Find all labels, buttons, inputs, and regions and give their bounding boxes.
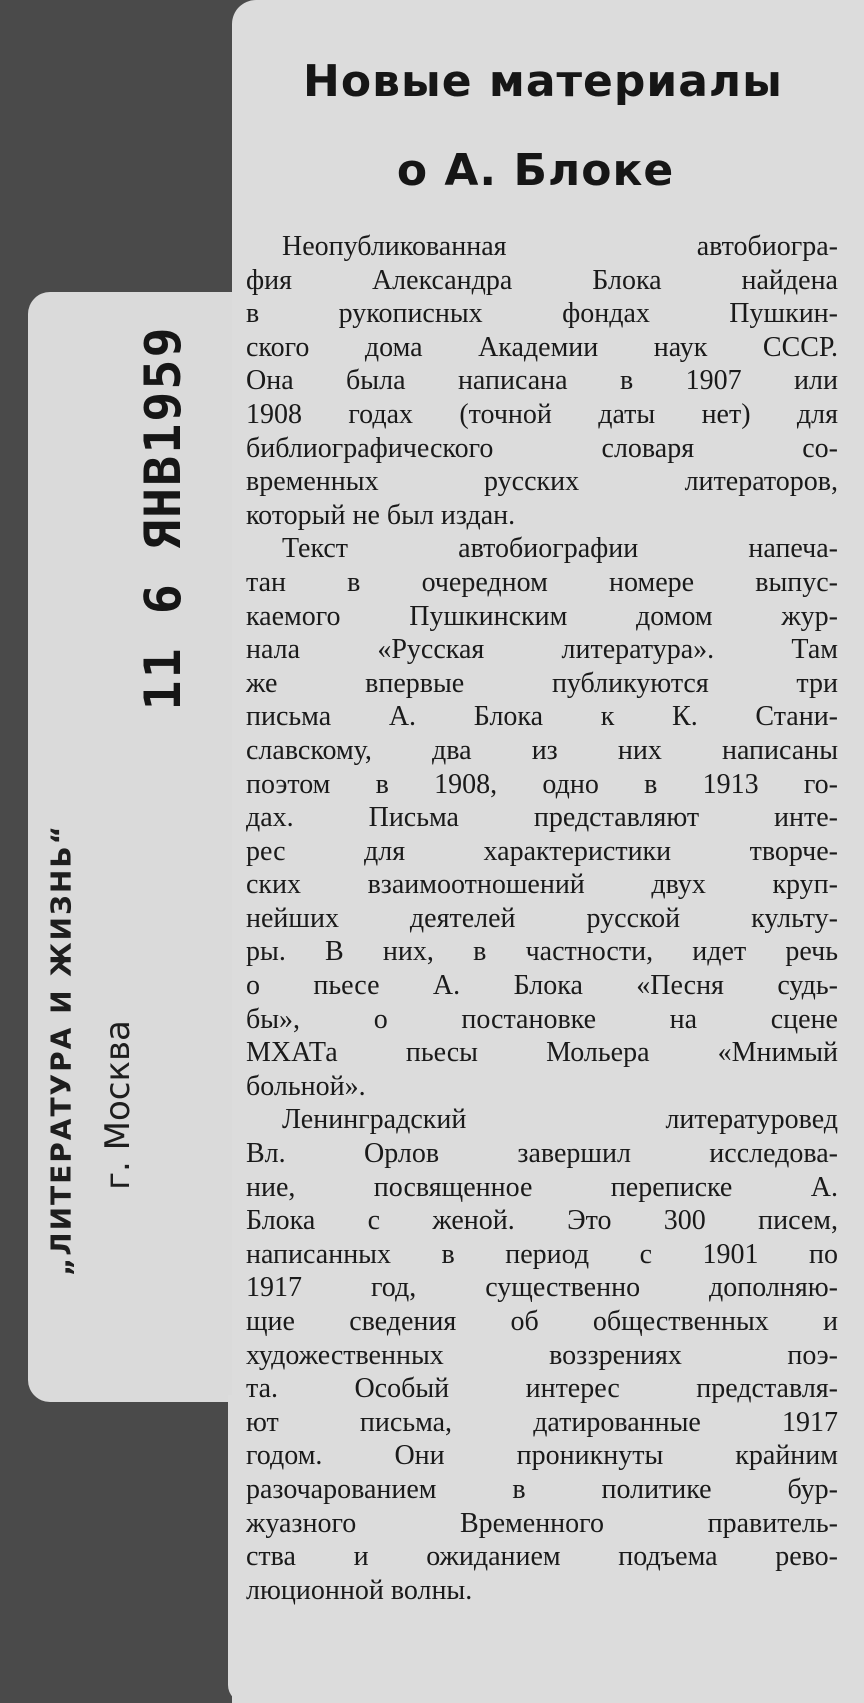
article-line: Неопубликованная автобиогра-: [282, 231, 838, 262]
article-line: славскому, два из них написаны: [246, 734, 838, 766]
article-line: 1908 годах (точной даты нет) для: [246, 398, 838, 430]
article-line: который не был издан.: [246, 499, 516, 531]
article-line: люционной волны.: [246, 1574, 473, 1606]
source-stamp: [38, 790, 84, 1310]
article-line: бы», о постановке на сцене: [246, 1003, 838, 1035]
article-line: поэтом в 1908, одно в 1913 го-: [246, 768, 838, 800]
article-line: больной».: [246, 1070, 366, 1102]
article-line: художественных воззрениях поэ-: [246, 1339, 838, 1371]
city-name: г. Москва: [98, 1020, 138, 1190]
article-line: Текст автобиографии напеча-: [282, 533, 838, 565]
article-body: [246, 230, 838, 1607]
article-line: библиографического словаря со-: [246, 432, 838, 464]
article-line: в рукописных фондах Пушкин-: [246, 298, 838, 330]
article-line: ние, посвященное переписке А.: [246, 1171, 838, 1203]
article-line: фия Александра Блока найдена: [246, 264, 838, 296]
headline-line-2: о А. Блоке: [396, 145, 675, 196]
article-line: Она была написана в 1907 или: [246, 365, 838, 397]
article-line: нейших деятелей русской культу-: [246, 902, 838, 934]
article-line: ских взаимоотношений двух круп-: [246, 869, 838, 901]
article-line: написанных в период с 1901 по: [246, 1238, 838, 1270]
article-line: нала «Русская литература». Там: [246, 634, 838, 666]
article-line: каемого Пушкинским домом жур-: [246, 600, 838, 632]
article-line: ют письма, датированные 1917: [246, 1406, 838, 1438]
article-line: же впервые публикуются три: [246, 667, 838, 699]
article-line: рес для характеристики творче-: [246, 835, 838, 867]
city-stamp: [96, 990, 140, 1220]
article-line: разочарованием в политике бур-: [246, 1473, 838, 1505]
article-line: та. Особый интерес представля-: [246, 1373, 838, 1405]
article-line: щие сведения об общественных и: [246, 1306, 838, 1337]
article-line: письма А. Блока к К. Стани-: [246, 701, 838, 733]
article-line: 1917 год, существенно дополняю-: [246, 1272, 838, 1304]
article-line: жуазного Временного правитель-: [246, 1507, 838, 1539]
article-paragraph: [246, 1103, 838, 1607]
article-line: МХАТа пьесы Мольера «Мнимый: [246, 1037, 838, 1069]
source-title: „ЛИТЕРАТУРА И ЖИЗНЬ“: [44, 823, 78, 1277]
article-paragraph: [246, 532, 838, 1103]
article-line: дах. Письма представляют инте-: [246, 802, 838, 834]
article-paragraph: [246, 230, 838, 532]
date-stamp: [133, 325, 193, 711]
headline-line-1: Новые материалы: [303, 56, 783, 107]
article-line: Ленинградский литературовед: [282, 1104, 838, 1136]
date-stamp-text: 11 6 ЯНВ1959: [134, 325, 192, 711]
article-line: Блока с женой. Это 300 писем,: [246, 1205, 838, 1237]
article-line: ства и ожиданием подъема рево-: [246, 1541, 838, 1573]
article-line: ры. В них, в частности, идет речь: [246, 936, 838, 968]
headline: [232, 56, 864, 196]
article-line: временных русских литераторов,: [246, 466, 838, 498]
article-line: тан в очередном номере выпус-: [246, 566, 838, 598]
article-line: годом. Они проникнуты крайним: [246, 1440, 838, 1472]
article-line: о пьесе А. Блока «Песня судь-: [246, 970, 838, 1002]
article-line: Вл. Орлов завершил исследова-: [246, 1138, 838, 1170]
article-line: ского дома Академии наук СССР.: [246, 331, 838, 363]
